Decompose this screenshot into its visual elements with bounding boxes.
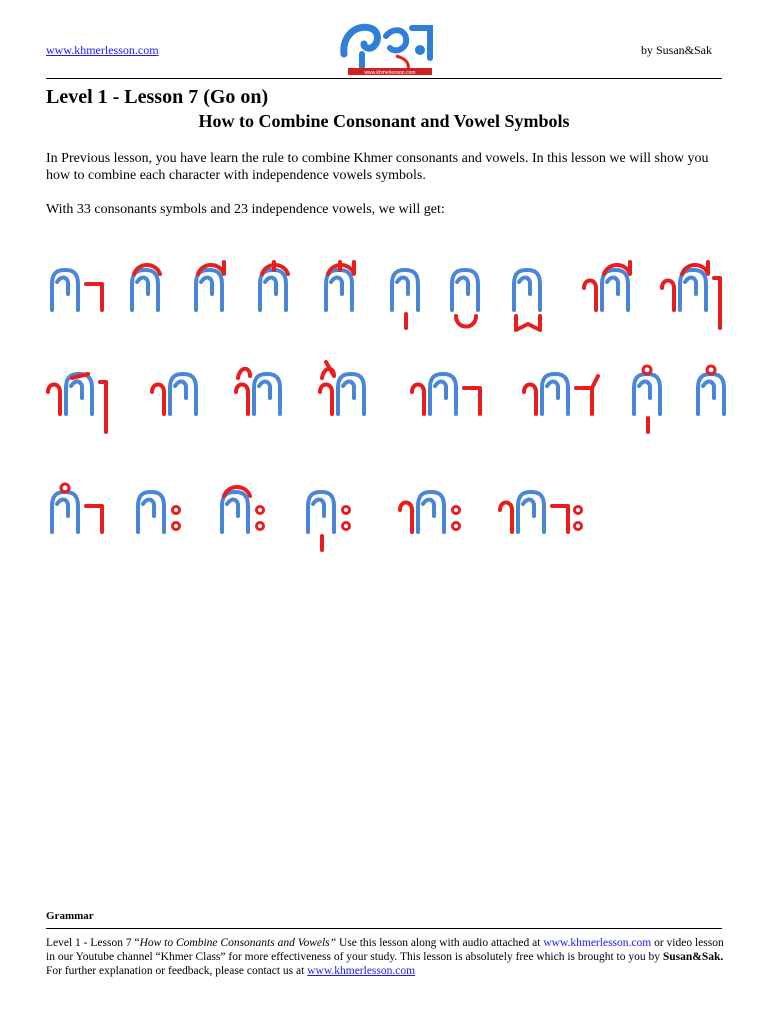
logo-caption: www.khmerlesson.com (364, 70, 416, 76)
syllable-kuo (514, 270, 540, 330)
syllable-kii (196, 262, 224, 310)
syllable-kue (260, 262, 288, 310)
lesson-title: Level 1 - Lesson 7 (Go on) (46, 86, 269, 108)
khmer-row-1 (34, 252, 734, 342)
footer-part-1: Level 1 - Lesson 7 “ (46, 937, 140, 949)
khmerlesson-logo (334, 14, 442, 76)
syllable-kueu (662, 262, 720, 328)
footer-text (46, 936, 724, 978)
lesson-subtitle: How to Combine Consonant and Vowel Symbols (198, 111, 570, 131)
footer-site-link-1[interactable]: www.khmerlesson.com (543, 937, 652, 949)
section-label: Grammar (46, 910, 94, 922)
khmer-row-2 (34, 356, 734, 446)
footer-authors: Susan&Sak. (662, 951, 724, 963)
syllable-kau (524, 374, 598, 414)
khmer-row-3 (34, 474, 734, 564)
syllable-kam (698, 366, 724, 414)
syllable-kuh (308, 492, 350, 550)
syllable-kom (634, 366, 660, 432)
footer-site-link-2[interactable]: www.khmerlesson.com (307, 965, 416, 977)
syllable-kaoh (500, 492, 582, 532)
intro-paragraph: In Previous lesson, you have learn the rule to combine Khmer consonants and vowels. In this lesson we will show you how to combine each character with independence vowels symbols. (46, 151, 709, 183)
syllable-ka-aa (52, 270, 102, 310)
header-site-link[interactable]: www.khmerlesson.com (46, 43, 159, 57)
header-author: by Susan&Sak (640, 43, 712, 57)
syllable-ki (132, 265, 160, 310)
footer-part-3: Use this lesson along with audio attached at (336, 937, 544, 949)
syllable-kam2 (52, 484, 102, 532)
header-divider (46, 78, 722, 79)
footer-part-7: For further explanation or feedback, please contact us at (46, 965, 308, 977)
footer-divider (46, 928, 722, 929)
syllable-kae2 (236, 369, 280, 414)
syllable-kih (222, 487, 264, 532)
syllable-ku (392, 270, 418, 328)
footer-part-5: or video lesson in our Youtube channel “Khmer Class” for more effectiveness of your study. This lesson is absolutely free which is brought to you by (46, 937, 724, 963)
count-paragraph: With 33 consonants symbols and 23 independence vowels, we will get: (46, 202, 445, 217)
syllable-ke (152, 374, 196, 414)
syllable-kuee (326, 262, 354, 310)
footer-lesson-name: How to Combine Consonants and Vowels” (139, 937, 337, 949)
syllable-kah (138, 492, 180, 532)
syllable-kae (584, 262, 630, 310)
syllable-kuu (452, 270, 478, 327)
syllable-kie (48, 374, 106, 432)
syllable-kao (412, 374, 480, 414)
syllable-kai (320, 362, 364, 414)
syllable-keh (400, 492, 460, 532)
